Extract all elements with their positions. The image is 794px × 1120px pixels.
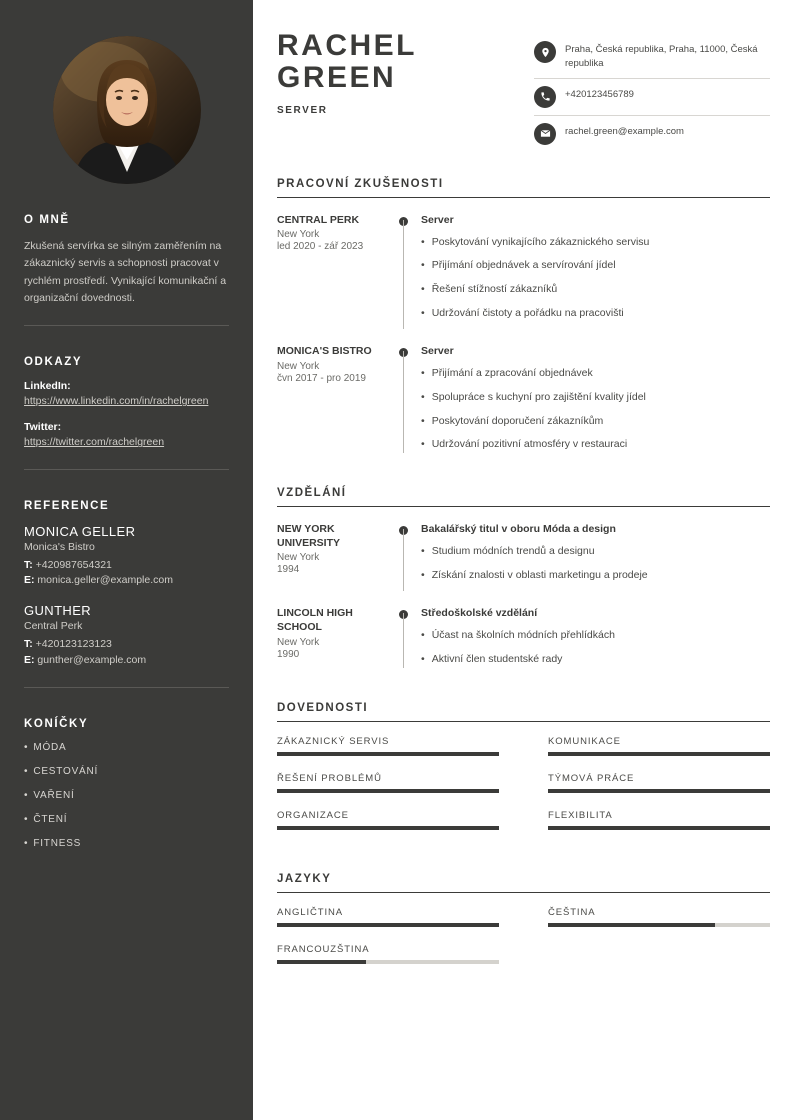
link-url[interactable]: https://www.linkedin.com/in/rachelgreen xyxy=(24,395,209,408)
links-heading: ODKAZY xyxy=(24,356,83,369)
skill-track xyxy=(548,752,770,756)
bullet-icon: • xyxy=(421,306,425,319)
hobby-item xyxy=(24,814,229,825)
divider xyxy=(24,469,229,470)
experience-heading: PRACOVNÍ ZKUŠENOSTI xyxy=(277,178,770,198)
bullet-item xyxy=(421,282,770,297)
contact-phone-text: +420123456789 xyxy=(565,88,634,100)
skill-item xyxy=(277,773,499,793)
reference-email-label: E: xyxy=(24,653,35,666)
entry-dates: 1990 xyxy=(277,648,300,660)
bullet-item xyxy=(421,628,770,643)
skill-label: KOMUNIKACE xyxy=(548,735,621,747)
skill-item xyxy=(548,773,770,793)
link-label: LinkedIn: xyxy=(24,380,71,393)
avatar-image xyxy=(53,36,201,184)
reference-phone xyxy=(24,637,229,653)
entry-meta xyxy=(277,607,399,675)
hobby-item xyxy=(24,766,229,777)
entry-dates: čvn 2017 - pro 2019 xyxy=(277,372,366,384)
bullet-icon: • xyxy=(421,629,425,642)
entry-body xyxy=(399,214,770,330)
entry-location: New York xyxy=(277,360,320,372)
bullet-text: Přijímání a zpracování objednávek xyxy=(431,367,593,380)
skills-section xyxy=(277,702,770,847)
reference-email-value: monica.geller@example.com xyxy=(37,574,173,587)
bullet-text: Účast na školních módních přehlídkách xyxy=(431,629,615,642)
reference-email-value: gunther@example.com xyxy=(37,653,147,666)
reference-name: MONICA GELLER xyxy=(24,523,136,539)
hobby-item xyxy=(24,838,229,849)
hobbies-heading: KONÍČKY xyxy=(24,717,89,730)
education-heading: VZDĚLÁNÍ xyxy=(277,487,770,507)
experience-section xyxy=(277,178,770,462)
language-track xyxy=(548,923,770,927)
bullet-text: Udržování čistoty a pořádku na pracovišti xyxy=(431,306,624,319)
bullet-item xyxy=(421,568,770,583)
bullet-item xyxy=(421,258,770,273)
entry-meta xyxy=(277,345,399,461)
about-heading: O MNĚ xyxy=(24,214,70,226)
bullet-item xyxy=(421,306,770,321)
entry-body xyxy=(399,345,770,461)
reference-phone-label: T: xyxy=(24,558,33,571)
reference-email-label: E: xyxy=(24,574,35,587)
bullet-text: Studium módních trendů a designu xyxy=(431,545,595,558)
link-item[interactable] xyxy=(24,380,229,409)
reference-phone-value: +420123123123 xyxy=(35,638,112,651)
bullet-icon: • xyxy=(421,390,425,403)
bullet-item xyxy=(421,414,770,429)
skill-fill xyxy=(277,826,499,830)
bullet-icon: • xyxy=(421,235,425,248)
name-block xyxy=(277,30,417,116)
skill-fill xyxy=(548,752,770,756)
languages-section xyxy=(277,873,770,981)
language-item xyxy=(548,907,770,927)
entry-bullets xyxy=(421,544,770,582)
bullet-icon: • xyxy=(24,837,29,849)
bullet-icon: • xyxy=(24,741,29,753)
first-name: RACHEL xyxy=(277,29,417,62)
email-icon xyxy=(534,123,556,145)
location-icon xyxy=(534,41,556,63)
entry-title: Server xyxy=(421,213,454,226)
entry-meta xyxy=(277,214,399,330)
entry-bullets xyxy=(421,366,770,452)
reference-phone-label: T: xyxy=(24,638,33,651)
link-item[interactable] xyxy=(24,421,229,450)
bullet-item xyxy=(421,366,770,381)
skill-item xyxy=(277,736,499,756)
entry-body xyxy=(399,523,770,591)
skill-label: ORGANIZACE xyxy=(277,809,349,821)
language-track xyxy=(277,960,499,964)
skill-item xyxy=(277,810,499,830)
references-section xyxy=(24,500,229,669)
skill-track xyxy=(277,752,499,756)
entry-bullets xyxy=(421,235,770,321)
hobby-label: VAŘENÍ xyxy=(33,789,75,801)
entry-location: New York xyxy=(277,552,320,564)
reference-phone xyxy=(24,558,229,574)
contact-address xyxy=(534,34,770,78)
contact-phone xyxy=(534,78,770,115)
divider xyxy=(24,687,229,688)
entry-dates: 1994 xyxy=(277,564,300,576)
links-section xyxy=(24,356,229,450)
entry-org: NEW YORK UNIVERSITY xyxy=(277,523,341,549)
reference-phone-value: +420987654321 xyxy=(35,558,112,571)
entry-org: LINCOLN HIGH SCHOOL xyxy=(277,607,353,634)
skill-label: ŘEŠENÍ PROBLÉMŮ xyxy=(277,772,382,784)
contact-list xyxy=(534,30,770,152)
bullet-icon: • xyxy=(421,259,425,272)
contact-email xyxy=(534,115,770,152)
experience-entry xyxy=(277,345,770,461)
skill-track xyxy=(548,789,770,793)
hobby-item xyxy=(24,790,229,801)
reference-item xyxy=(24,524,229,590)
language-track xyxy=(277,923,499,927)
language-item xyxy=(277,907,499,927)
bullet-icon: • xyxy=(421,282,425,295)
language-fill xyxy=(277,923,499,927)
bullet-item xyxy=(421,544,770,559)
bullet-text: Poskytování vynikajícího zákaznického servisu xyxy=(431,235,650,248)
timeline-line xyxy=(403,220,404,330)
skill-item xyxy=(548,736,770,756)
phone-icon xyxy=(534,86,556,108)
bullet-item xyxy=(421,390,770,405)
bullet-icon: • xyxy=(421,653,425,666)
entry-location: New York xyxy=(277,229,320,241)
entry-title: Bakalářský titul v oboru Móda a design xyxy=(421,523,616,536)
languages-heading: JAZYKY xyxy=(277,873,770,893)
references-heading: REFERENCE xyxy=(24,499,110,512)
timeline-line xyxy=(403,613,404,667)
reference-name: GUNTHER xyxy=(24,603,92,619)
hobby-label: MÓDA xyxy=(33,741,67,753)
bullet-text: Přijímání objednávek a servírování jídel xyxy=(431,259,616,272)
avatar xyxy=(53,36,201,184)
bullet-icon: • xyxy=(24,813,29,825)
bullet-icon: • xyxy=(421,545,425,558)
bullet-text: Řešení stížností zákazníků xyxy=(431,282,558,295)
language-fill xyxy=(548,923,715,927)
skill-fill xyxy=(548,826,770,830)
bullet-item xyxy=(421,235,770,250)
hobby-label: ČTENÍ xyxy=(33,813,68,825)
entry-body xyxy=(399,607,770,675)
entry-org: MONICA'S BISTRO xyxy=(277,345,372,358)
reference-email xyxy=(24,653,229,669)
education-section xyxy=(277,487,770,676)
bullet-text: Aktivní člen studentské rady xyxy=(431,653,563,666)
skill-track xyxy=(277,826,499,830)
reference-org: Central Perk xyxy=(24,620,83,633)
entry-location: New York xyxy=(277,636,320,648)
bullet-text: Poskytování doporučení zákazníkům xyxy=(431,414,604,427)
skills-heading: DOVEDNOSTI xyxy=(277,702,770,722)
reference-org: Monica's Bistro xyxy=(24,540,95,553)
hobby-label: CESTOVÁNÍ xyxy=(33,765,99,777)
link-label: Twitter: xyxy=(24,421,62,434)
skill-track xyxy=(548,826,770,830)
skill-label: FLEXIBILITA xyxy=(548,809,613,821)
language-fill xyxy=(277,960,366,964)
reference-item xyxy=(24,603,229,669)
education-entry xyxy=(277,607,770,675)
skill-fill xyxy=(548,789,770,793)
main-content xyxy=(253,0,794,1120)
job-role: SERVER xyxy=(277,104,328,116)
bullet-item xyxy=(421,652,770,667)
entry-dates: led 2020 - zář 2023 xyxy=(277,241,364,253)
timeline-line xyxy=(403,351,404,453)
last-name: GREEN xyxy=(277,61,397,95)
bullet-icon: • xyxy=(421,568,425,581)
contact-address-text: Praha, Česká republika, Praha, 11000, Česká republika xyxy=(565,44,758,69)
bullet-text: Udržování pozitivní atmosféry v restauraci xyxy=(431,438,628,451)
skills-list xyxy=(277,736,770,847)
reference-email xyxy=(24,573,229,589)
sidebar xyxy=(0,0,253,1120)
hobby-label: FITNESS xyxy=(33,837,82,849)
bullet-icon: • xyxy=(421,414,425,427)
bullet-icon: • xyxy=(24,765,29,777)
language-item xyxy=(277,944,499,964)
bullet-icon: • xyxy=(421,438,425,451)
about-section xyxy=(24,214,229,307)
bullet-text: Získání znalosti v oblasti marketingu a prodeje xyxy=(431,568,648,581)
timeline-line xyxy=(403,529,404,591)
education-entry xyxy=(277,523,770,591)
entry-title: Středoškolské vzdělání xyxy=(421,607,538,620)
language-label: ČEŠTINA xyxy=(548,906,596,918)
about-text: Zkušená servírka se silným zaměřením na zákaznický servis a schopnosti pracovat v rychlém prostředí. Vynikající komunikační a organizační dovednosti. xyxy=(24,240,227,304)
language-label: FRANCOUZŠTINA xyxy=(277,943,370,955)
languages-list xyxy=(277,907,770,981)
link-url[interactable]: https://twitter.com/rachelgreen xyxy=(24,436,165,449)
skill-fill xyxy=(277,752,499,756)
skill-label: ZÁKAZNICKÝ SERVIS xyxy=(277,735,390,747)
bullet-icon: • xyxy=(421,367,425,380)
language-label: ANGLIČTINA xyxy=(277,906,344,918)
contact-email-text: rachel.green@example.com xyxy=(565,125,684,137)
hobbies-section xyxy=(24,718,229,849)
bullet-item xyxy=(421,437,770,452)
skill-label: TÝMOVÁ PRÁCE xyxy=(548,772,635,784)
divider xyxy=(24,325,229,326)
entry-title: Server xyxy=(421,345,454,358)
entry-org: CENTRAL PERK xyxy=(277,213,360,226)
entry-meta xyxy=(277,523,399,591)
experience-entry xyxy=(277,214,770,330)
skill-fill xyxy=(277,789,499,793)
bullet-icon: • xyxy=(24,789,29,801)
resume-header xyxy=(277,30,770,152)
hobby-item xyxy=(24,742,229,753)
entry-bullets xyxy=(421,628,770,666)
bullet-text: Spolupráce s kuchyní pro zajištění kvality jídel xyxy=(431,390,646,403)
skill-track xyxy=(277,789,499,793)
skill-item xyxy=(548,810,770,830)
